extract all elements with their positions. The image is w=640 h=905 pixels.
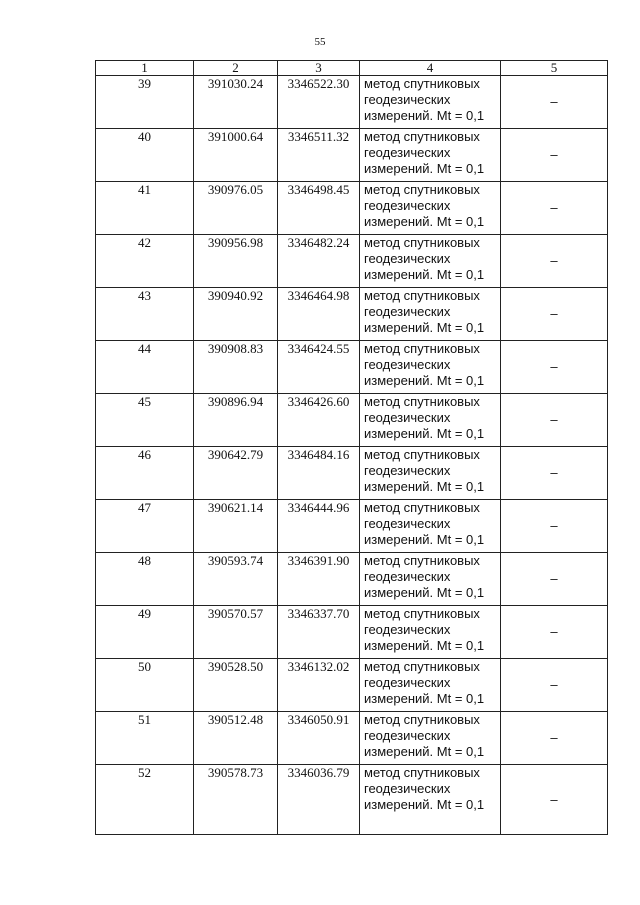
method-line-3: измерений. Mt = 0,1 (364, 267, 485, 282)
y-coordinate-cell: 3346498.45 (278, 182, 360, 235)
method-line-1: метод спутниковых (364, 341, 480, 356)
method-line-1: метод спутниковых (364, 553, 480, 568)
x-coordinate-cell: 390512.48 (194, 712, 278, 765)
table-row (96, 394, 608, 447)
table-row (96, 659, 608, 712)
x-coordinate-cell: 390908.83 (194, 341, 278, 394)
method-line-1: метод спутниковых (364, 606, 480, 621)
note-cell: – (501, 394, 608, 447)
x-coordinate-cell: 390896.94 (194, 394, 278, 447)
table-row (96, 129, 608, 182)
method-line-2: геодезических (364, 410, 451, 425)
point-number-cell: 43 (96, 288, 194, 341)
method-line-2: геодезических (364, 569, 451, 584)
method-line-3: измерений. Mt = 0,1 (364, 532, 485, 547)
header-col-2: 2 (194, 61, 278, 76)
note-cell: – (501, 182, 608, 235)
y-coordinate-cell: 3346424.55 (278, 341, 360, 394)
point-number-cell: 51 (96, 712, 194, 765)
header-col-1: 1 (96, 61, 194, 76)
method-line-3: измерений. Mt = 0,1 (364, 638, 485, 653)
table-body (96, 76, 608, 835)
method-line-1: метод спутниковых (364, 182, 480, 197)
method-cell (360, 76, 501, 129)
point-number-cell: 52 (96, 765, 194, 835)
note-cell: – (501, 288, 608, 341)
method-cell (360, 553, 501, 606)
point-number-cell: 50 (96, 659, 194, 712)
method-line-3: измерений. Mt = 0,1 (364, 373, 485, 388)
method-line-2: геодезических (364, 622, 451, 637)
method-line-3: измерений. Mt = 0,1 (364, 744, 485, 759)
note-cell: – (501, 606, 608, 659)
y-coordinate-cell: 3346444.96 (278, 500, 360, 553)
table-row (96, 553, 608, 606)
method-line-3: измерений. Mt = 0,1 (364, 691, 485, 706)
method-cell (360, 341, 501, 394)
point-number-cell: 41 (96, 182, 194, 235)
method-line-3: измерений. Mt = 0,1 (364, 214, 485, 229)
method-cell (360, 182, 501, 235)
method-line-2: геодезических (364, 145, 451, 160)
method-line-1: метод спутниковых (364, 76, 480, 91)
x-coordinate-cell: 390570.57 (194, 606, 278, 659)
header-col-5: 5 (501, 61, 608, 76)
note-cell: – (501, 659, 608, 712)
x-coordinate-cell: 390578.73 (194, 765, 278, 835)
method-line-1: метод спутниковых (364, 235, 480, 250)
x-coordinate-cell: 390956.98 (194, 235, 278, 288)
note-cell: – (501, 341, 608, 394)
y-coordinate-cell: 3346464.98 (278, 288, 360, 341)
x-coordinate-cell: 390976.05 (194, 182, 278, 235)
point-number-cell: 48 (96, 553, 194, 606)
point-number-cell: 46 (96, 447, 194, 500)
method-cell (360, 712, 501, 765)
note-cell: – (501, 712, 608, 765)
method-line-3: измерений. Mt = 0,1 (364, 320, 485, 335)
header-col-4: 4 (360, 61, 501, 76)
method-cell (360, 447, 501, 500)
table-row (96, 341, 608, 394)
point-number-cell: 40 (96, 129, 194, 182)
y-coordinate-cell: 3346391.90 (278, 553, 360, 606)
method-line-2: геодезических (364, 251, 451, 266)
y-coordinate-cell: 3346484.16 (278, 447, 360, 500)
table-row (96, 447, 608, 500)
y-coordinate-cell: 3346337.70 (278, 606, 360, 659)
method-cell (360, 500, 501, 553)
x-coordinate-cell: 391000.64 (194, 129, 278, 182)
point-number-cell: 42 (96, 235, 194, 288)
y-coordinate-cell: 3346036.79 (278, 765, 360, 835)
method-line-1: метод спутниковых (364, 500, 480, 515)
page-number: 55 (314, 36, 326, 48)
x-coordinate-cell: 390642.79 (194, 447, 278, 500)
note-cell: – (501, 500, 608, 553)
y-coordinate-cell: 3346482.24 (278, 235, 360, 288)
method-line-2: геодезических (364, 781, 451, 796)
table-header (96, 61, 608, 76)
point-number-cell: 47 (96, 500, 194, 553)
x-coordinate-cell: 390940.92 (194, 288, 278, 341)
point-number-cell: 45 (96, 394, 194, 447)
note-cell: – (501, 129, 608, 182)
x-coordinate-cell: 390528.50 (194, 659, 278, 712)
method-line-1: метод спутниковых (364, 288, 480, 303)
point-number-cell: 44 (96, 341, 194, 394)
note-cell: – (501, 235, 608, 288)
y-coordinate-cell: 3346132.02 (278, 659, 360, 712)
table-row (96, 288, 608, 341)
method-cell (360, 288, 501, 341)
note-cell: – (501, 765, 608, 835)
y-coordinate-cell: 3346511.32 (278, 129, 360, 182)
table-row (96, 182, 608, 235)
method-line-1: метод спутниковых (364, 765, 480, 780)
method-line-2: геодезических (364, 728, 451, 743)
table-row (96, 606, 608, 659)
coordinates-table (95, 60, 608, 835)
y-coordinate-cell: 3346050.91 (278, 712, 360, 765)
method-line-3: измерений. Mt = 0,1 (364, 797, 485, 812)
method-cell (360, 765, 501, 835)
table-row (96, 712, 608, 765)
method-line-2: геодезических (364, 675, 451, 690)
method-line-2: геодезических (364, 516, 451, 531)
table-row (96, 235, 608, 288)
y-coordinate-cell: 3346426.60 (278, 394, 360, 447)
method-line-2: геодезических (364, 463, 451, 478)
point-number-cell: 49 (96, 606, 194, 659)
method-line-3: измерений. Mt = 0,1 (364, 585, 485, 600)
note-cell: – (501, 447, 608, 500)
note-cell: – (501, 553, 608, 606)
header-col-3: 3 (278, 61, 360, 76)
note-cell: – (501, 76, 608, 129)
method-cell (360, 606, 501, 659)
method-line-3: измерений. Mt = 0,1 (364, 479, 485, 494)
method-cell (360, 394, 501, 447)
method-line-3: измерений. Mt = 0,1 (364, 426, 485, 441)
x-coordinate-cell: 390621.14 (194, 500, 278, 553)
method-line-3: измерений. Mt = 0,1 (364, 108, 485, 123)
method-line-2: геодезических (364, 357, 451, 372)
method-line-1: метод спутниковых (364, 129, 480, 144)
method-line-1: метод спутниковых (364, 659, 480, 674)
table-row (96, 765, 608, 835)
method-line-2: геодезических (364, 198, 451, 213)
method-cell (360, 129, 501, 182)
method-line-2: геодезических (364, 92, 451, 107)
point-number-cell: 39 (96, 76, 194, 129)
y-coordinate-cell: 3346522.30 (278, 76, 360, 129)
method-line-1: метод спутниковых (364, 394, 480, 409)
table-row (96, 500, 608, 553)
x-coordinate-cell: 390593.74 (194, 553, 278, 606)
method-line-1: метод спутниковых (364, 447, 480, 462)
method-cell (360, 235, 501, 288)
x-coordinate-cell: 391030.24 (194, 76, 278, 129)
method-line-3: измерений. Mt = 0,1 (364, 161, 485, 176)
method-line-1: метод спутниковых (364, 712, 480, 727)
method-cell (360, 659, 501, 712)
table-row (96, 76, 608, 129)
header-row (96, 61, 608, 76)
method-line-2: геодезических (364, 304, 451, 319)
